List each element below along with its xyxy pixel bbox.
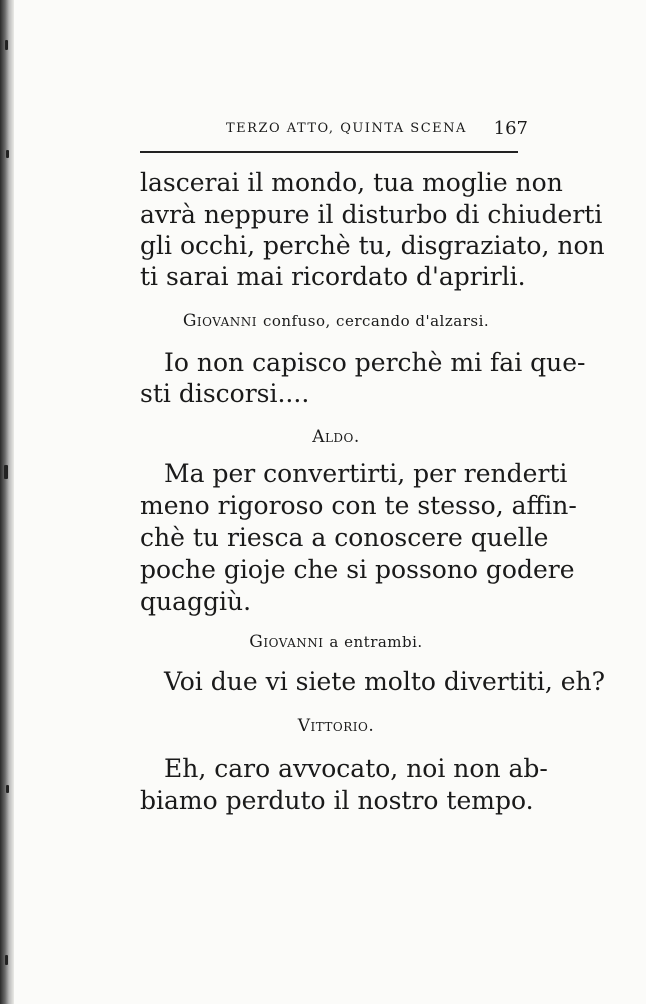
text-line: meno rigoroso con te stesso, affin- — [140, 491, 577, 520]
page-number: 167 — [493, 118, 528, 139]
text-line: sti discorsi.... — [140, 379, 310, 408]
speaker-name: Aldo. — [312, 427, 360, 447]
text-line: lascerai il mondo, tua moglie non — [140, 168, 563, 197]
text-line: quaggiù. — [140, 587, 252, 616]
gutter-speck — [5, 955, 8, 965]
speaker-heading — [140, 311, 532, 331]
text-line: Voi due vi siete molto divertiti, eh? — [164, 667, 606, 696]
gutter-speck — [6, 785, 9, 793]
text-line: avrà neppure il disturbo di chiuderti — [140, 200, 603, 229]
text-line: Eh, caro avvocato, noi non ab- — [164, 754, 548, 783]
text-line: Ma per convertirti, per renderti — [164, 459, 568, 488]
speaker-name: Vittorio. — [297, 716, 375, 736]
speaker-heading — [140, 632, 532, 652]
text-line: Io non capisco perchè mi fai que- — [164, 348, 586, 377]
speaker-heading — [140, 716, 532, 736]
text-line: ti sarai mai ricordato d'aprirli. — [140, 262, 526, 291]
running-head — [140, 118, 532, 143]
header-rule — [140, 151, 518, 153]
speaker-name: Giovanni — [249, 632, 324, 652]
text-line: chè tu riesca a conoscere quelle — [140, 523, 549, 552]
stage-direction: a entrambi. — [329, 633, 423, 651]
gutter-speck — [6, 150, 9, 158]
gutter-speck — [5, 40, 8, 50]
text-line: poche gioje che si possono godere — [140, 555, 575, 584]
text-line: gli occhi, perchè tu, disgraziato, non — [140, 231, 605, 260]
speaker-heading — [140, 427, 532, 447]
running-title: TERZO ATTO, QUINTA SCENA — [226, 121, 467, 136]
gutter-speck — [4, 465, 8, 479]
text-line: biamo perduto il nostro tempo. — [140, 786, 534, 815]
stage-direction: confuso, cercando d'alzarsi. — [262, 312, 490, 330]
speaker-name: Giovanni — [182, 311, 258, 331]
